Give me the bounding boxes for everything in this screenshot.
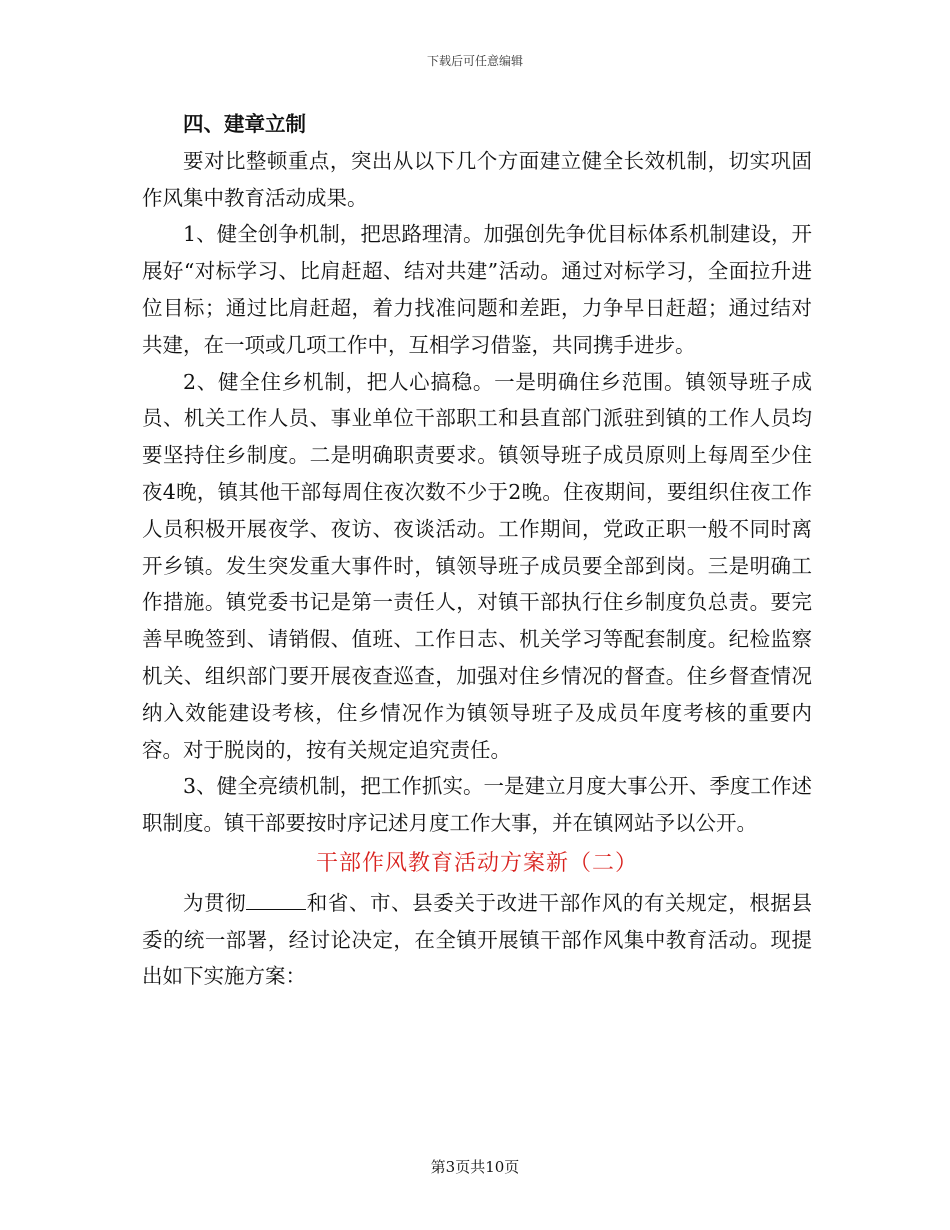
document-body xyxy=(142,104,812,995)
page-number: 第3页共10页 xyxy=(430,1158,520,1176)
part-intro-end: 和省、市、县委关于改进干部作风的有关规定，根据县委的统一部署，经讨论决定，在全镇开展镇干部作风集中教育活动。现提出如下实施方案： xyxy=(142,890,813,989)
item-1: 1、健全创争机制，把思路理清。加强创先争优目标体系机制建设，开展好“对标学习、比肩赶超、结对共建”活动。通过对标学习，全面拉升进位目标；通过比肩赶超，着力找准问题和差距，力争早日赶超；通过结对共建，在一项或几项工作中，互相学习借鉴，共同携手进步。 xyxy=(142,222,812,357)
part-intro-start: 为贯彻 xyxy=(183,890,247,915)
item-3: 3、健全亮绩机制，把工作抓实。一是建立月度大事公开、季度工作述职制度。镇干部要按时序记述月度工作大事，并在镇网站予以公开。 xyxy=(142,774,812,836)
section-intro: 要对比整顿重点，突出从以下几个方面建立健全长效机制，切实巩固作风集中教育活动成果。 xyxy=(142,148,812,210)
header-note: 下载后可任意编辑 xyxy=(426,54,523,68)
section-heading: 四、建章立制 xyxy=(183,112,306,136)
part-intro xyxy=(142,885,812,995)
blank-underline xyxy=(246,891,306,910)
part-title: 干部作风教育活动方案新（二） xyxy=(315,850,638,876)
item-2: 2、健全住乡机制，把人心搞稳。一是明确住乡范围。镇领导班子成员、机关工作人员、事业单位干部职工和县直部门派驻到镇的工作人员均要坚持住乡制度。二是明确职责要求。镇领导班子成员原则上每周至少住夜4晚，镇其他干部每周住夜次数不少于2晚。住夜期间，要组织住夜工作人员积极开展夜学、夜访、夜谈活动。工作期间，党政正职一般不同时离开乡镇。发生突发重大事件时，镇领导班子成员要全部到岗。三是明确工作措施。镇党委书记是第一责任人，对镇干部执行住乡制度负总责。要完善早晚签到、请销假、值班、工作日志、机关学习等配套制度。纪检监察机关、组织部门要开展夜查巡查，加强对住乡情况的督查。住乡督查情况纳入效能建设考核，住乡情况作为镇领导班子及成员年度考核的重要内容。对于脱岗的，按有关规定追究责任。 xyxy=(142,369,812,762)
